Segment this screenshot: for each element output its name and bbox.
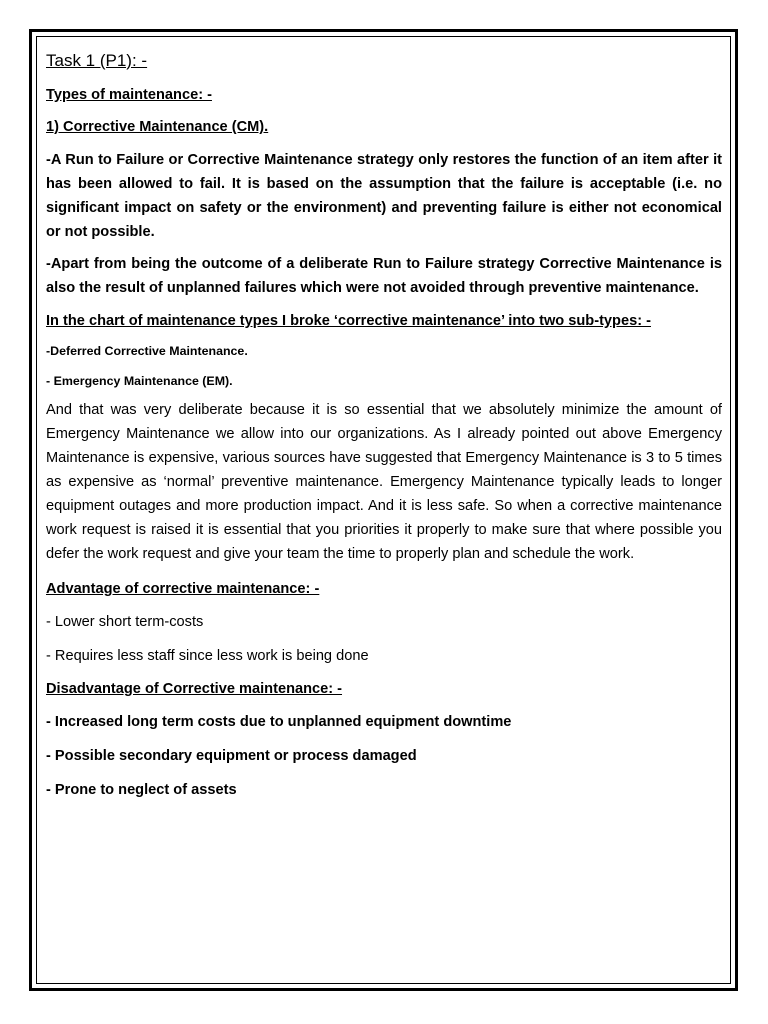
disadvantage-heading: Disadvantage of Corrective maintenance: - [46, 681, 343, 697]
document-body [46, 48, 722, 812]
cm-paragraph-1: -A Run to Failure or Corrective Maintenance strategy only restores the function of an item after it has been allowed to fail. It is based on the assumption that the failure is acceptable (i.e. no significant impact on safety or the environment) and preventing failure is either not economical or not possible. [46, 152, 722, 240]
disadvantage-item: - Increased long term costs due to unplanned equipment downtime [46, 714, 512, 730]
cm-paragraph-2: -Apart from being the outcome of a deliberate Run to Failure strategy Corrective Maintenance is also the result of unplanned failures which were not avoided through preventive maintenance. [46, 256, 722, 296]
em-paragraph: And that was very deliberate because it is so essential that we absolutely minimize the amount of Emergency Maintenance we allow into our organizations. As I already pointed out above Emergency Maintenance is expensive, various sources have suggested that Emergency Maintenance is 3 to 5 times as expensive as ‘normal’ preventive maintenance. Emergency Maintenance typically leads to longer equipment outages and more production impact. And it is less safe. So when a corrective maintenance work request is raised it is essential that you priorities it properly to make sure that where possible you defer the work request and give your team the time to properly plan and schedule the work. [46, 402, 722, 562]
subtype-item: -Deferred Corrective Maintenance. [46, 344, 248, 358]
disadvantage-item: - Possible secondary equipment or process damaged [46, 748, 417, 764]
subtype-item: - Emergency Maintenance (EM). [46, 374, 233, 388]
types-heading: Types of maintenance: - [46, 87, 212, 103]
disadvantage-item: - Prone to neglect of assets [46, 782, 237, 798]
advantage-item: - Lower short term-costs [46, 614, 204, 630]
advantage-heading: Advantage of corrective maintenance: - [46, 581, 320, 597]
document-title: Task 1 (P1): - [46, 51, 148, 70]
chart-heading: In the chart of maintenance types I broke ‘corrective maintenance’ into two sub-types: - [46, 313, 651, 329]
cm-heading: 1) Corrective Maintenance (CM). [46, 119, 269, 135]
advantage-item: - Requires less staff since less work is being done [46, 648, 369, 664]
